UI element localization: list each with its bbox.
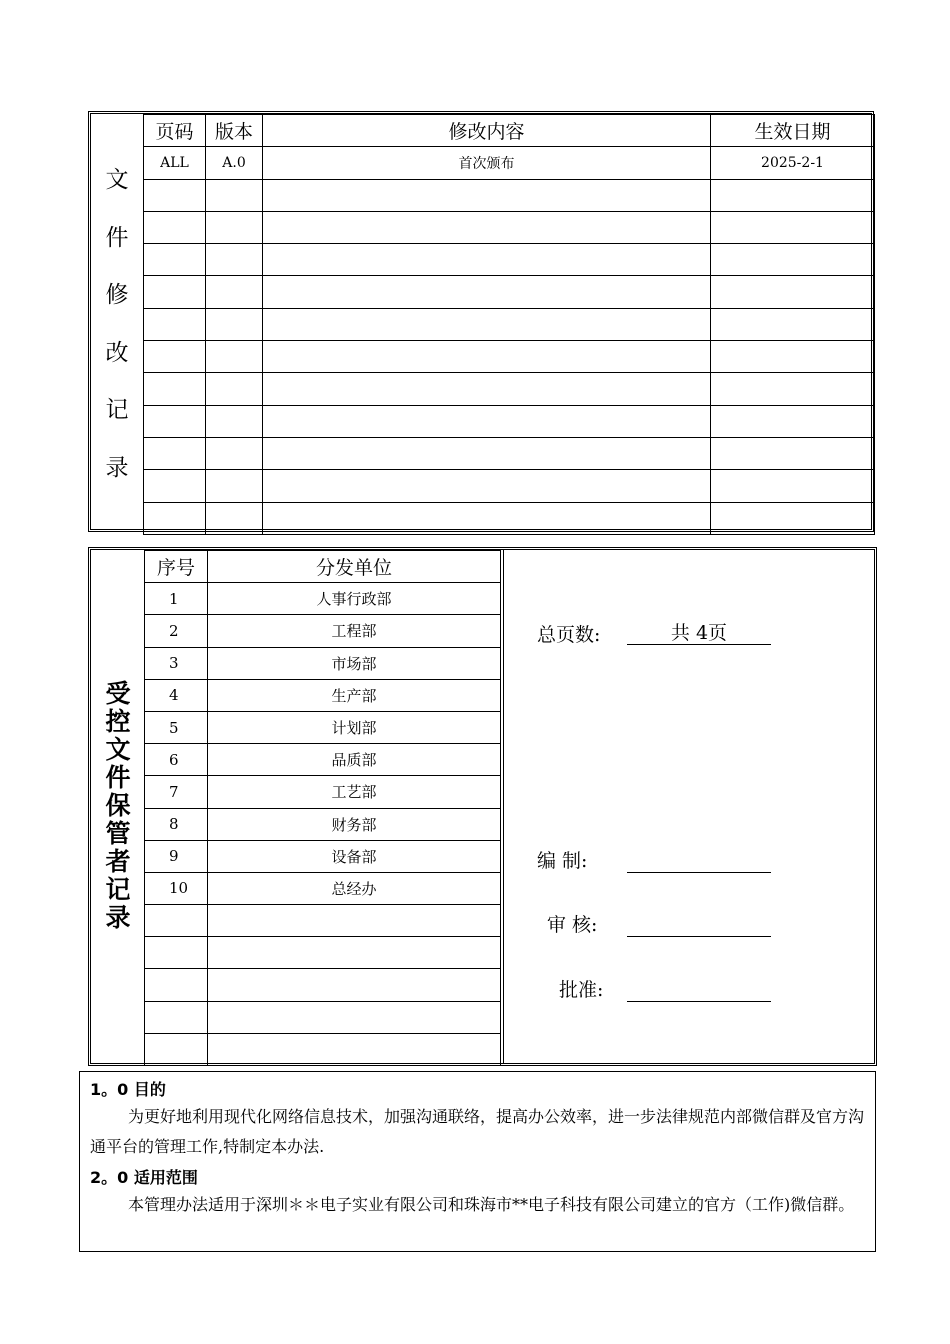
distribution-unit-cell xyxy=(208,937,501,969)
distribution-row xyxy=(145,969,501,1001)
revision-cell xyxy=(144,179,206,211)
side-title-char: 保 xyxy=(105,791,131,820)
revision-cell xyxy=(144,405,206,437)
revision-cell xyxy=(263,470,711,502)
revision-header-cell: 页码 xyxy=(144,115,206,147)
revision-row xyxy=(144,470,875,502)
distribution-header-row xyxy=(145,551,501,583)
side-title-char: 文 xyxy=(105,735,131,764)
revision-row xyxy=(144,276,875,308)
revision-row xyxy=(144,244,875,276)
revision-cell xyxy=(206,437,263,469)
distribution-seq-cell xyxy=(145,905,208,937)
distribution-header-cell: 序号 xyxy=(145,551,208,583)
distribution-unit-cell: 设备部 xyxy=(208,840,501,872)
distribution-side-title xyxy=(91,550,145,1063)
distribution-row xyxy=(145,679,501,711)
distribution-seq-cell: 10 xyxy=(145,872,208,904)
revision-cell xyxy=(263,244,711,276)
revision-cell xyxy=(263,502,711,534)
distribution-row xyxy=(145,744,501,776)
side-title-char: 记 xyxy=(105,875,131,904)
revision-cell xyxy=(206,179,263,211)
revision-header-cell: 修改内容 xyxy=(263,115,711,147)
revision-grid xyxy=(143,114,875,535)
distribution-unit-cell: 总经办 xyxy=(208,872,501,904)
revision-cell xyxy=(711,244,875,276)
distribution-seq-cell: 2 xyxy=(145,615,208,647)
side-title-char: 件 xyxy=(105,763,131,792)
revision-cell xyxy=(711,470,875,502)
revision-cell xyxy=(263,373,711,405)
revision-cell xyxy=(263,179,711,211)
revision-row xyxy=(144,405,875,437)
revision-cell xyxy=(206,276,263,308)
distribution-seq-cell xyxy=(145,1001,208,1033)
distribution-seq-cell xyxy=(145,969,208,1001)
revision-cell xyxy=(144,502,206,534)
revision-row xyxy=(144,211,875,243)
revision-cell xyxy=(144,341,206,373)
side-title-char: 记 xyxy=(105,397,129,424)
revision-cell xyxy=(711,502,875,534)
revision-cell xyxy=(711,437,875,469)
distribution-row xyxy=(145,583,501,615)
revision-header-cell: 版本 xyxy=(206,115,263,147)
distribution-seq-cell: 7 xyxy=(145,776,208,808)
revision-cell: 首次颁布 xyxy=(263,147,711,179)
distribution-unit-cell: 工程部 xyxy=(208,615,501,647)
distribution-seq-cell: 6 xyxy=(145,744,208,776)
revision-cell: ALL xyxy=(144,147,206,179)
revision-record-table xyxy=(88,111,874,532)
revision-row xyxy=(144,308,875,340)
revision-cell xyxy=(263,211,711,243)
section-paragraph-purpose: 为更好地利用现代化网络信息技术，加强沟通联络，提高办公效率，进一步法律规范内部微信群及官方沟通平台的管理工作,特制定本办法. xyxy=(90,1107,865,1156)
distribution-row xyxy=(145,1033,501,1065)
side-title-char: 件 xyxy=(105,224,129,251)
total-pages-value: 共 4页 xyxy=(627,618,771,645)
revision-cell xyxy=(144,308,206,340)
revision-row xyxy=(144,373,875,405)
revision-row xyxy=(144,147,875,179)
revision-cell xyxy=(711,179,875,211)
revision-cell xyxy=(144,373,206,405)
approved-by-input[interactable] xyxy=(627,975,771,1002)
section-paragraph-scope: 本管理办法适用于深圳＊＊电子实业有限公司和珠海市**电子科技有限公司建立的官方（工作)微信群。 xyxy=(128,1195,855,1214)
section-heading-scope: 2。0 适用范围 xyxy=(90,1168,198,1187)
side-title-char: 文 xyxy=(105,167,129,193)
approved-by-label: 批准: xyxy=(559,979,604,1001)
prepared-by-input[interactable] xyxy=(627,846,771,873)
side-title-char: 控 xyxy=(105,707,131,736)
distribution-unit-cell: 人事行政部 xyxy=(208,583,501,615)
revision-cell xyxy=(206,502,263,534)
reviewed-by-input[interactable] xyxy=(627,910,771,937)
distribution-seq-cell: 9 xyxy=(145,840,208,872)
prepared-by-label: 编 制: xyxy=(537,850,588,872)
side-title-char: 修 xyxy=(105,282,129,309)
side-title-char: 录 xyxy=(105,454,129,481)
distribution-row xyxy=(145,808,501,840)
reviewed-by-label: 审 核: xyxy=(547,914,598,936)
distribution-header-cell: 分发单位 xyxy=(208,551,501,583)
revision-cell xyxy=(263,308,711,340)
distribution-row xyxy=(145,905,501,937)
revision-cell xyxy=(144,244,206,276)
distribution-seq-cell: 5 xyxy=(145,711,208,743)
distribution-row xyxy=(145,776,501,808)
revision-header-row xyxy=(144,115,875,147)
revision-cell xyxy=(206,470,263,502)
distribution-unit-cell: 生产部 xyxy=(208,679,501,711)
revision-cell xyxy=(144,437,206,469)
revision-header-cell: 生效日期 xyxy=(711,115,875,147)
side-title-char: 改 xyxy=(105,339,129,366)
side-title-char: 受 xyxy=(105,679,131,708)
distribution-seq-cell: 1 xyxy=(145,583,208,615)
distribution-row xyxy=(145,840,501,872)
revision-cell xyxy=(206,244,263,276)
revision-cell xyxy=(206,341,263,373)
distribution-unit-cell xyxy=(208,1001,501,1033)
revision-cell xyxy=(144,276,206,308)
distribution-row xyxy=(145,1001,501,1033)
revision-cell xyxy=(144,470,206,502)
revision-row xyxy=(144,502,875,534)
distribution-seq-cell: 4 xyxy=(145,679,208,711)
procedure-text xyxy=(79,1071,876,1252)
side-title-char: 录 xyxy=(105,903,131,932)
revision-record-side-title xyxy=(91,114,143,529)
distribution-unit-cell: 计划部 xyxy=(208,711,501,743)
distribution-row xyxy=(145,615,501,647)
distribution-unit-cell: 市场部 xyxy=(208,647,501,679)
distribution-unit-cell: 财务部 xyxy=(208,808,501,840)
revision-cell xyxy=(263,276,711,308)
distribution-unit-cell: 品质部 xyxy=(208,744,501,776)
revision-cell xyxy=(711,405,875,437)
distribution-unit-cell xyxy=(208,969,501,1001)
distribution-row xyxy=(145,711,501,743)
distribution-seq-cell xyxy=(145,937,208,969)
revision-cell xyxy=(206,373,263,405)
distribution-row xyxy=(145,872,501,904)
distribution-seq-cell: 3 xyxy=(145,647,208,679)
revision-row xyxy=(144,341,875,373)
revision-cell xyxy=(711,308,875,340)
revision-cell xyxy=(263,341,711,373)
section-heading-purpose: 1。0 目的 xyxy=(90,1080,166,1099)
revision-row xyxy=(144,179,875,211)
revision-cell xyxy=(206,405,263,437)
revision-cell xyxy=(206,211,263,243)
revision-cell xyxy=(711,276,875,308)
side-title-char: 者 xyxy=(105,847,131,876)
distribution-seq-cell: 8 xyxy=(145,808,208,840)
distribution-unit-cell xyxy=(208,1033,501,1065)
revision-cell xyxy=(206,308,263,340)
distribution-grid xyxy=(144,550,501,1066)
revision-cell xyxy=(711,211,875,243)
distribution-seq-cell xyxy=(145,1033,208,1065)
revision-cell xyxy=(711,373,875,405)
revision-cell: 2025-2-1 xyxy=(711,147,875,179)
distribution-unit-cell: 工艺部 xyxy=(208,776,501,808)
distribution-row xyxy=(145,647,501,679)
revision-cell xyxy=(144,211,206,243)
revision-cell: A.0 xyxy=(206,147,263,179)
side-title-char: 管 xyxy=(105,819,131,848)
revision-cell xyxy=(263,437,711,469)
revision-row xyxy=(144,437,875,469)
total-pages-label: 总页数: xyxy=(537,624,601,646)
revision-cell xyxy=(711,341,875,373)
distribution-row xyxy=(145,937,501,969)
column-divider xyxy=(500,550,504,1063)
distribution-unit-cell xyxy=(208,905,501,937)
distribution-record xyxy=(88,547,877,1066)
revision-cell xyxy=(263,405,711,437)
